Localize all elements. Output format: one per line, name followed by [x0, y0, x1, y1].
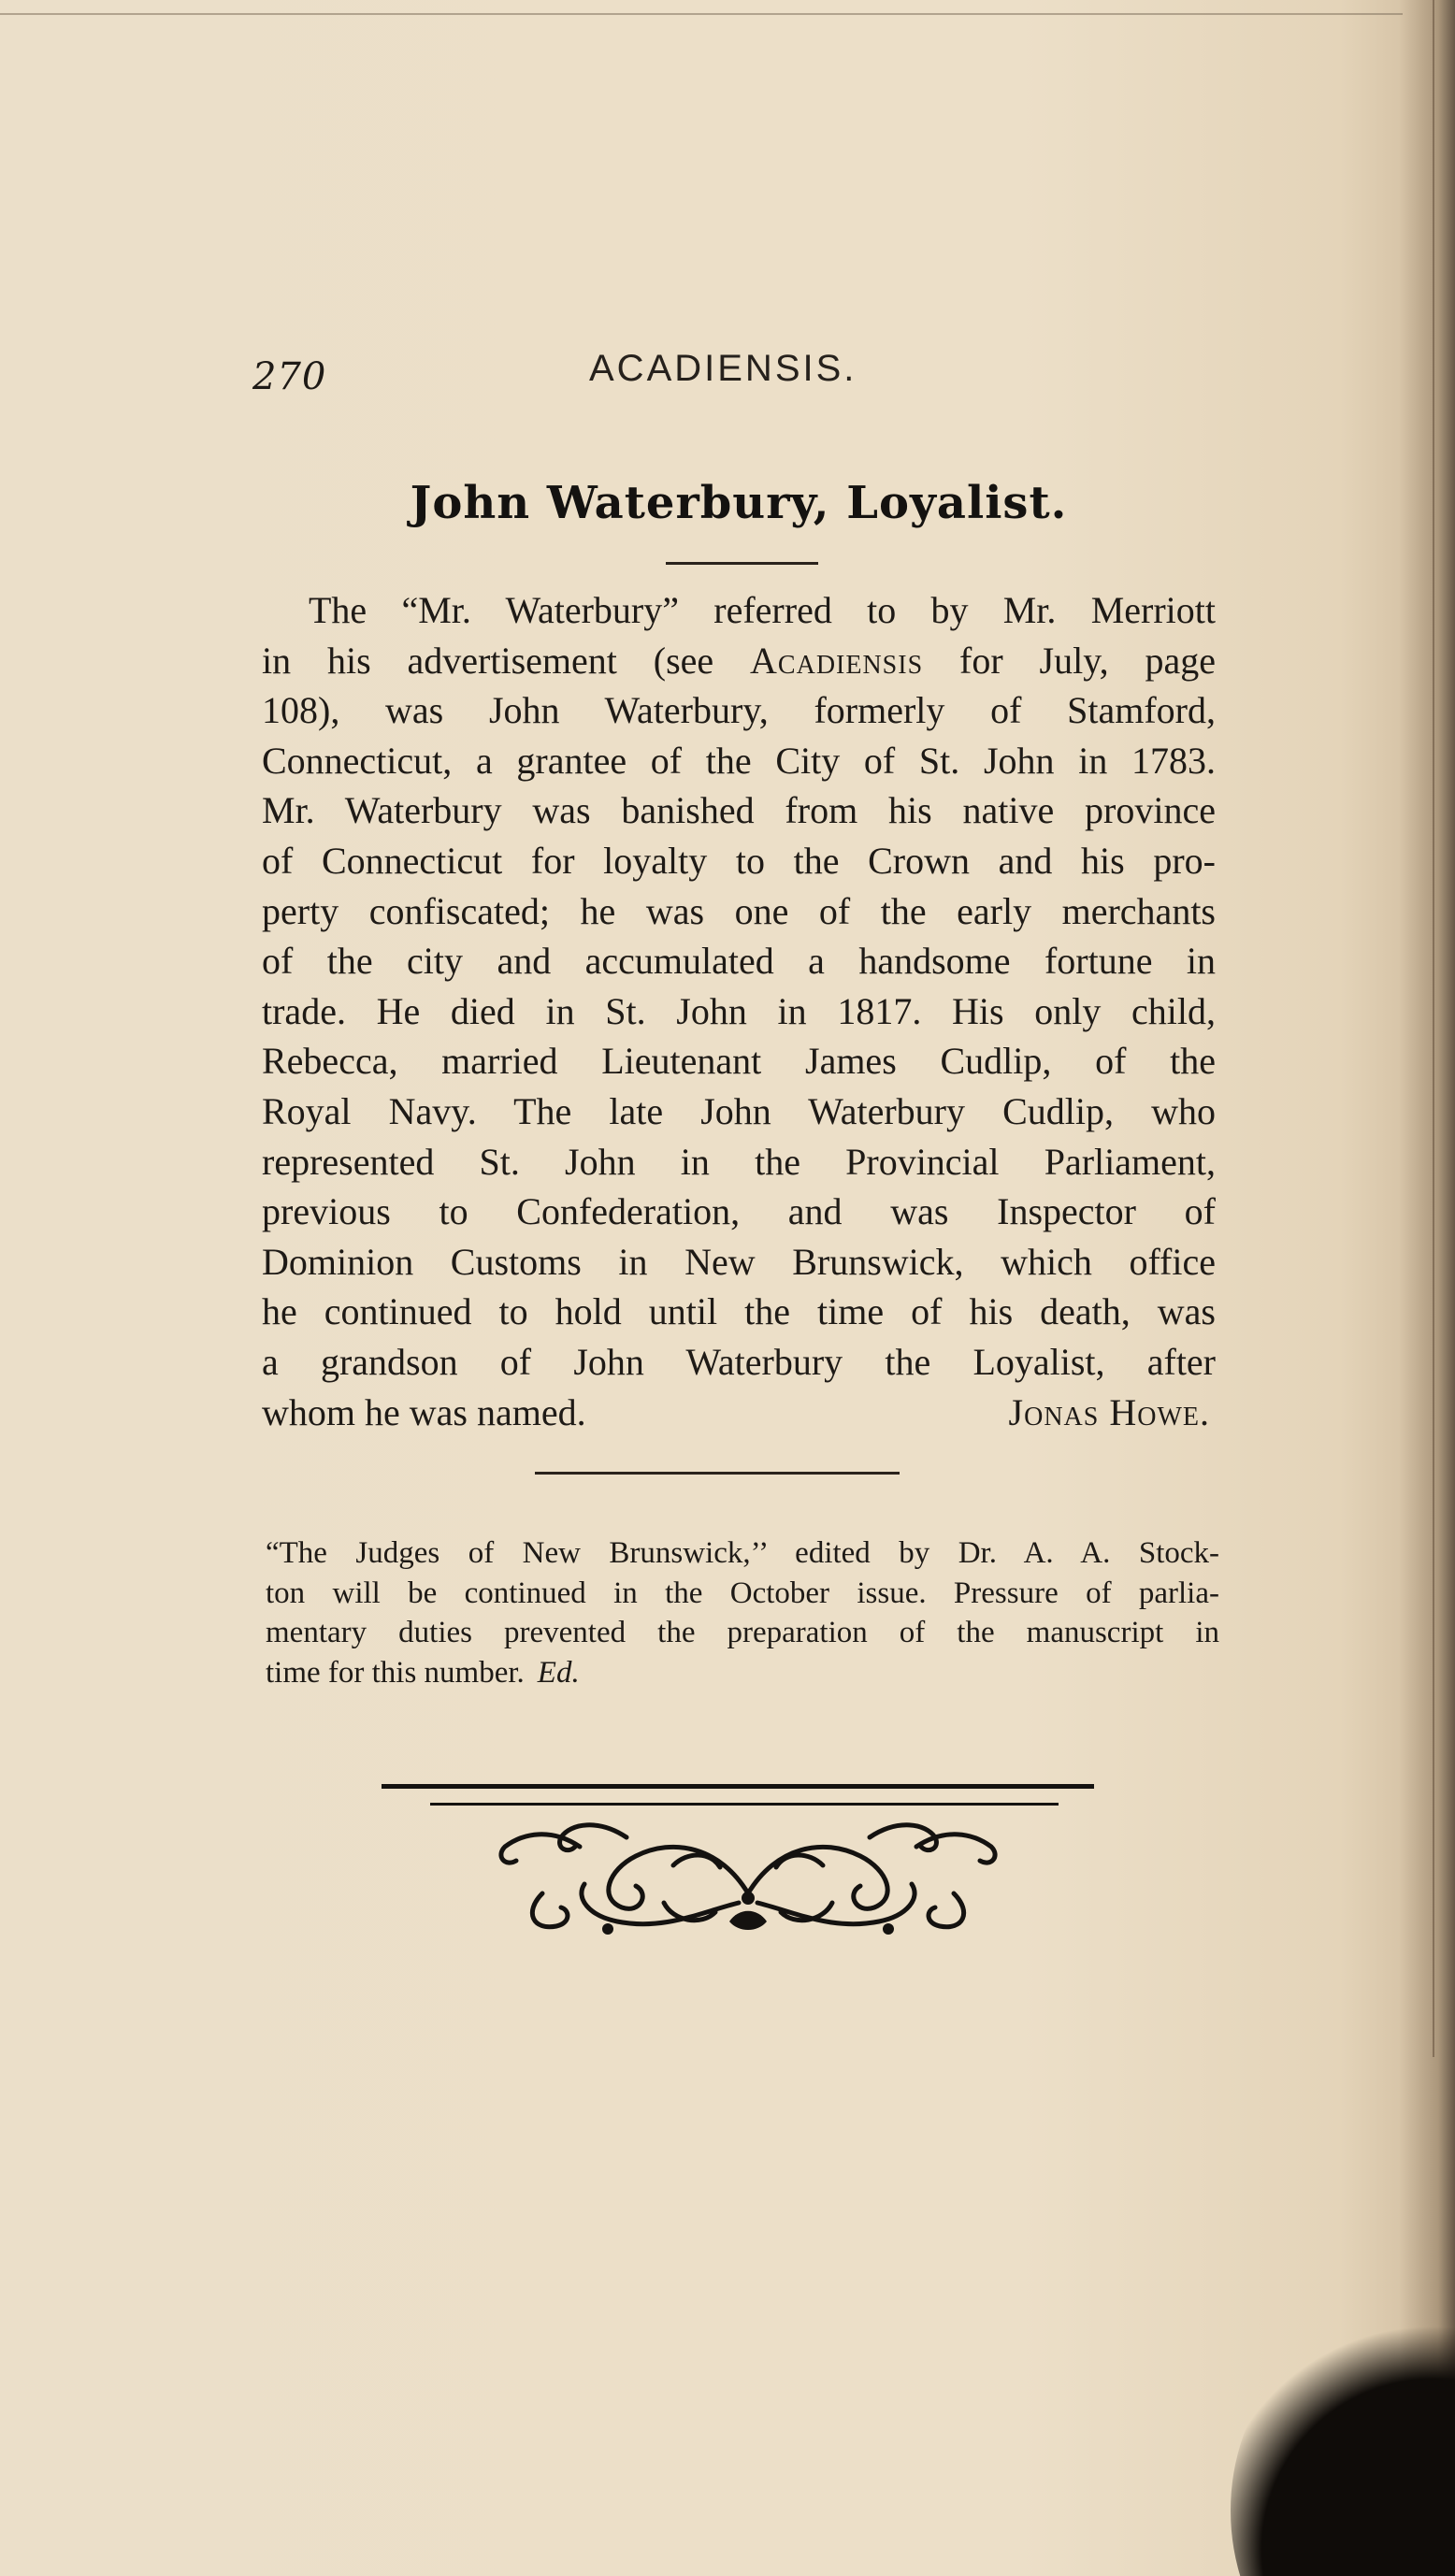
- editor-note: [266, 1533, 1219, 1692]
- article-body: [262, 585, 1216, 1437]
- body-line: Royal Navy. The late John Waterbury Cudlip, who: [262, 1089, 1216, 1132]
- page-shadow: [1399, 0, 1455, 2576]
- note-line: time for this number. Ed.: [266, 1655, 580, 1690]
- body-line: The “Mr. Waterbury” referred to by Mr. Merriott: [309, 589, 1216, 631]
- body-line: represented St. John in the Provincial Parliament,: [262, 1140, 1216, 1183]
- author-signature: Jonas Howe.: [1008, 1390, 1210, 1433]
- article-title: John Waterbury, Loyalist.: [410, 477, 1068, 529]
- journal-title: ACADIENSIS.: [589, 348, 857, 389]
- body-line: of Connecticut for loyalty to the Crown and his pro-: [262, 839, 1216, 882]
- body-line: trade. He died in St. John in 1817. His only child,: [262, 989, 1216, 1032]
- note-line: mentary duties prevented the preparation of the manuscript in: [266, 1616, 1219, 1649]
- body-line: Mr. Waterbury was banished from his native province: [262, 789, 1216, 832]
- body-line: Connecticut, a grantee of the City of St. John in 1783.: [262, 739, 1216, 782]
- page-corner-shadow: [1231, 2314, 1455, 2576]
- title-rule: [666, 562, 818, 565]
- note-line: ton will be continued in the October issue. Pressure of parlia-: [266, 1576, 1219, 1610]
- decorative-flourish-icon: [486, 1809, 1010, 1940]
- top-edge-line: [0, 13, 1403, 15]
- body-line: he continued to hold until the time of his death, was: [262, 1290, 1216, 1333]
- body-line: Dominion Customs in New Brunswick, which office: [262, 1240, 1216, 1283]
- running-head: [252, 348, 1225, 404]
- ornament-thin-rule: [430, 1803, 1059, 1806]
- note-line: “The Judges of New Brunswick,’’ edited by Dr. A. A. Stock-: [266, 1536, 1219, 1570]
- ornament-thick-rule: [382, 1784, 1094, 1789]
- page-number: 270: [252, 355, 327, 398]
- body-line: whom he was named. Jonas Howe.: [262, 1388, 1216, 1438]
- section-rule: [535, 1472, 900, 1475]
- body-line: 108), was John Waterbury, formerly of Stamford,: [262, 689, 1216, 732]
- body-line: of the city and accumulated a handsome fortune in: [262, 940, 1216, 983]
- body-line: a grandson of John Waterbury the Loyalist, after: [262, 1340, 1216, 1383]
- body-line: Rebecca, married Lieutenant James Cudlip, of the: [262, 1040, 1216, 1083]
- body-line: in his advertisement (see Acadiensis for July, page: [262, 639, 1216, 682]
- editor-initial: Ed.: [537, 1655, 580, 1690]
- body-line: previous to Confederation, and was Inspector of: [262, 1190, 1216, 1233]
- body-line: perty confiscated; he was one of the early merchants: [262, 889, 1216, 932]
